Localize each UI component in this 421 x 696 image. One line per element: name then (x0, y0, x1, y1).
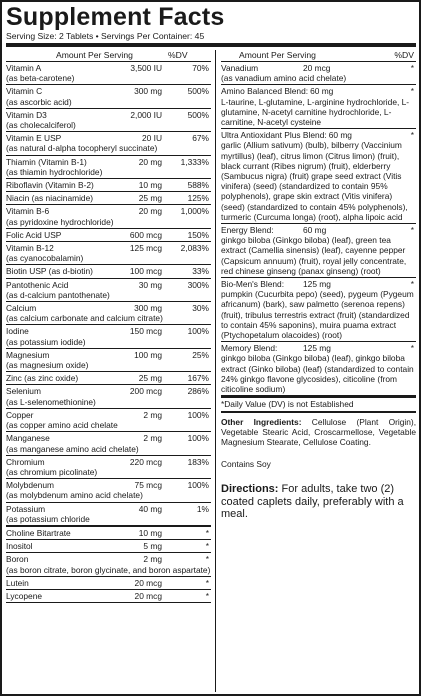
directions-text: For adults, take two (2) coated caplets daily, preferably with a meal. (221, 483, 404, 521)
nutrient-name: Zinc (as zinc oxide) (6, 373, 79, 384)
blend-row (221, 342, 416, 396)
nutrient-row (6, 432, 211, 455)
nutrient-source: (as cholecalciferol) (6, 120, 76, 131)
blend-amount: 60 mg (310, 86, 334, 97)
nutrient-source: (as beta-carotene) (6, 73, 75, 84)
nutrient-row (6, 349, 211, 372)
nutrient-amount: 25 mg (138, 193, 162, 204)
blend-name: Ultra Antioxidant Plus Blend: (221, 130, 327, 141)
blend-dv: * (410, 225, 414, 236)
nutrient-amount: 125 mcg (129, 243, 162, 254)
nutrient-amount: 100 mg (134, 349, 162, 360)
nutrient-amount: 200 mcg (129, 386, 162, 397)
blend-name: Bio-Men's Blend: (221, 279, 285, 290)
nutrient-source: (as molybdenum amino acid chelate) (6, 490, 143, 501)
nutrient-name: Biotin USP (as d-biotin) (6, 266, 93, 277)
nutrient-dv: 100% (187, 480, 209, 491)
nutrient-source: (as manganese amino acid chelate) (6, 443, 139, 454)
nutrient-row (6, 279, 211, 302)
nutrient-name: Lycopene (6, 590, 43, 601)
nutrient-amount: 3,500 IU (130, 63, 162, 73)
nutrient-row (6, 577, 211, 590)
nutrient-name: Vanadium (221, 63, 259, 73)
right-column-header (221, 50, 416, 62)
nutrient-name: Copper (6, 409, 34, 420)
nutrient-source: (as cyanocobalamin) (6, 253, 84, 264)
nutrient-list (6, 62, 211, 603)
panel-title: Supplement Facts (6, 3, 225, 31)
nutrient-source: (as calcium carbonate and calcium citrate) (6, 313, 163, 324)
nutrient-dv: 2,083% (180, 243, 209, 254)
nutrient-row (6, 590, 211, 603)
nutrient-dv: 1% (196, 503, 209, 514)
nutrient-dv: 70% (192, 63, 209, 73)
nutrient-amount: 220 mcg (129, 456, 162, 467)
dv-header: %DV (168, 50, 188, 60)
nutrient-dv: 167% (187, 373, 209, 384)
nutrient-amount: 5 mg (143, 541, 162, 552)
nutrient-dv: 183% (187, 456, 209, 467)
nutrient-amount: 25 mg (138, 373, 162, 384)
nutrient-row (6, 479, 211, 502)
nutrient-row (6, 385, 211, 408)
nutrient-source: (as thiamin hydrochloride) (6, 166, 103, 177)
nutrient-name: Molybdenum (6, 480, 54, 491)
blend-amount: 125 mg (303, 279, 331, 290)
nutrient-name: Thiamin (Vitamin B-1) (6, 156, 87, 167)
nutrient-name: Vitamin B-6 (6, 206, 50, 217)
blend-ingredients: L-taurine, L-glutamine, L-arginine hydrochloride, L-glutamine, N-acetyl carnitine hydrochloride, L-carnitine, N-acetyl cysteine (221, 96, 410, 128)
nutrient-amount: 20 mcg (134, 577, 162, 588)
nutrient-name: Iodine (6, 326, 29, 337)
nutrient-name: Riboflavin (Vitamin B-2) (6, 180, 94, 191)
blend-row (221, 278, 416, 342)
nutrient-row (6, 132, 211, 155)
nutrient-dv: 67% (192, 133, 209, 144)
nutrient-source: (as L-selenomethionine) (6, 396, 96, 407)
nutrient-dv: 30% (192, 303, 209, 314)
nutrient-dv: 150% (187, 229, 209, 240)
left-column (6, 50, 215, 692)
blend-name: Memory Blend: (221, 343, 278, 354)
nutrient-row (6, 503, 211, 527)
nutrient-name: Inositol (6, 541, 33, 552)
nutrient-source: (as natural d-alpha tocopheryl succinate) (6, 143, 158, 154)
nutrient-dv: 1,333% (180, 156, 209, 167)
nutrient-row (6, 205, 211, 228)
nutrient-source: (as pyridoxine hydrochloride) (6, 216, 114, 227)
nutrient-name: Vitamin E USP (6, 133, 62, 144)
nutrient-amount: 20 mg (138, 206, 162, 217)
blend-name: Amino Balanced Blend: (221, 86, 309, 97)
nutrient-row (6, 540, 211, 553)
nutrient-amount: 2,000 IU (130, 109, 162, 120)
blend-dv: * (410, 130, 414, 141)
nutrient-dv: 500% (187, 109, 209, 120)
nutrient-dv: * (205, 577, 209, 588)
nutrient-row (6, 302, 211, 325)
nutrient-row (6, 109, 211, 132)
thick-divider (6, 43, 416, 47)
nutrient-name: Vitamin C (6, 86, 43, 97)
left-column-header (6, 50, 211, 62)
nutrient-dv: 286% (187, 386, 209, 397)
nutrient-row (6, 409, 211, 432)
blend-dv: * (410, 279, 414, 290)
nutrient-source: (as boron citrate, boron glycinate, and boron aspartate) (6, 564, 211, 575)
nutrient-dv: 1,000% (180, 206, 209, 217)
right-column (215, 50, 416, 692)
nutrient-row (6, 179, 211, 192)
amount-header: Amount Per Serving (56, 50, 133, 60)
nutrient-row (6, 553, 211, 576)
nutrient-name: Boron (6, 554, 29, 565)
blend-ingredients: ginkgo biloba (Ginkgo biloba) (leaf), green tea extract (Camellia sinensis) (leaf), cayenne pepper (Capsicum annuum) (fruit), royal jelly concentrate, red chinese ginseng (panax ginseng) (root) (221, 235, 407, 276)
nutrient-row (6, 456, 211, 479)
nutrient-dv: * (205, 554, 209, 565)
nutrient-name: Folic Acid USP (6, 229, 62, 240)
nutrient-name: Manganese (6, 433, 50, 444)
nutrient-row (6, 372, 211, 385)
nutrient-row (6, 156, 211, 179)
blend-amount: 125 mg (303, 343, 331, 354)
nutrient-row-vanadium (221, 62, 416, 85)
nutrient-source: (as potassium chloride (6, 513, 90, 524)
other-ingredients-text: Cellulose (Plant Origin), Vegetable Stearic Acid, Croscarmellose, Vegetable Magnesium Stearate, Cellulose Coating. (221, 416, 417, 447)
nutrient-dv: 500% (187, 86, 209, 97)
blend-ingredients: garlic (Allium sativum) (bulb), bilberry (Vaccinium myrtillus) (leaf), citrus limon (Citrus limon) (fruit), black currant (Ribes nigrum) (fruit), elderberry (Sambucus nigra) (fruit) grape seed extract (Vitis vinifera) (seed) (standardized to contain 95% polyphenols), grape skin extract (Vitis vinifera) (seed) (standardized to contain 45% polyphenols), turmeric (Curcuma longa) (root), alpha lipoic acid (221, 140, 408, 222)
nutrient-row (6, 527, 211, 540)
nutrient-row (6, 85, 211, 108)
nutrient-name: Vitamin A (6, 63, 42, 73)
nutrient-dv: 125% (187, 193, 209, 204)
nutrient-source: (as potassium iodide) (6, 336, 86, 347)
dv-footnote: *Daily Value (DV) is not Established (221, 396, 416, 412)
directions (221, 483, 416, 521)
blend-ingredients: ginkgo biloba (Ginkgo biloba) (leaf), ginkgo biloba extract (Ginko biloba) (leaf) (standardized to contain 24% ginkgo flavone glycosides), citicoline (from citicoline sodium) (221, 353, 414, 395)
nutrient-dv: 300% (187, 279, 209, 290)
blend-dv: * (410, 86, 414, 97)
blend-amount: 60 mg (303, 225, 327, 236)
nutrient-amount: 2 mg (143, 409, 162, 420)
nutrient-amount: 150 mcg (129, 326, 162, 337)
dv-header: %DV (394, 50, 414, 60)
nutrient-source: (as copper amino acid chelate (6, 420, 118, 431)
nutrient-amount: 10 mg (138, 180, 162, 191)
nutrient-source: (as d-calcium pantothenate) (6, 289, 110, 300)
nutrient-name: Niacin (as niacinamide) (6, 193, 94, 204)
nutrient-source: (as chromium picolinate) (6, 466, 98, 477)
nutrient-dv: 100% (187, 409, 209, 420)
nutrient-dv: 100% (187, 433, 209, 444)
nutrient-amount: 10 mg (138, 527, 162, 538)
nutrient-name: Potassium (6, 503, 46, 514)
amount-header: Amount Per Serving (239, 50, 316, 60)
nutrient-row (6, 325, 211, 348)
nutrient-amount: 20 IU (141, 133, 162, 144)
nutrient-name: Choline Bitartrate (6, 527, 71, 538)
directions-label: Directions: (221, 483, 279, 496)
nutrient-amount: 75 mcg (134, 480, 162, 491)
nutrient-name: Selenium (6, 386, 41, 397)
nutrient-name: Vitamin B-12 (6, 243, 54, 254)
nutrient-amount: 300 mg (134, 303, 162, 314)
nutrient-name: Chromium (6, 456, 45, 467)
nutrient-amount: 30 mg (138, 279, 162, 290)
nutrient-name: Calcium (6, 303, 37, 314)
other-ingredients (221, 417, 416, 448)
nutrient-row (6, 62, 211, 85)
nutrient-dv: 100% (187, 326, 209, 337)
nutrient-amount: 20 mcg (303, 63, 331, 73)
columns (6, 50, 416, 692)
blend-name: Energy Blend: (221, 225, 274, 236)
nutrient-amount: 20 mg (138, 156, 162, 167)
nutrient-row (6, 229, 211, 242)
nutrient-amount: 20 mcg (134, 590, 162, 601)
nutrient-dv: * (410, 63, 414, 73)
nutrient-dv: * (205, 541, 209, 552)
nutrient-dv: 25% (192, 349, 209, 360)
nutrient-source: (as ascorbic acid) (6, 96, 72, 107)
nutrient-amount: 100 mcg (129, 266, 162, 277)
nutrient-source: (as vanadium amino acid chelate) (221, 73, 347, 84)
nutrient-source: (as magnesium oxide) (6, 360, 89, 371)
nutrient-dv: 33% (192, 266, 209, 277)
nutrient-dv: * (205, 590, 209, 601)
nutrient-row (6, 265, 211, 278)
nutrient-dv: * (205, 527, 209, 538)
other-ingredients-label: Other Ingredients: (221, 416, 302, 427)
nutrient-dv: 588% (187, 180, 209, 191)
nutrient-name: Vitamin D3 (6, 109, 47, 120)
nutrient-amount: 600 mcg (129, 229, 162, 240)
serving-info: Serving Size: 2 Tablets • Servings Per Container: 45 (6, 31, 205, 41)
blend-list (221, 85, 416, 396)
blend-row (221, 224, 416, 278)
allergen-statement: Contains Soy (221, 459, 271, 470)
nutrient-amount: 300 mg (134, 86, 162, 97)
blend-ingredients: pumpkin (Cucurbita pepo) (seed), pygeum (Pygeum africanum) (bark), saw palmetto (serenoa repens) (fruit), tribulus terrestris extract (fruit) (standardized to contain 45% saponins), muira puama extract (Ptychopetalum olacoides) (root) (221, 289, 414, 341)
blend-row (221, 85, 416, 129)
nutrient-name: Pantothenic Acid (6, 279, 69, 290)
nutrient-amount: 40 mg (138, 503, 162, 514)
blend-dv: * (410, 343, 414, 354)
blend-amount: 60 mg (328, 130, 352, 141)
nutrient-row (6, 242, 211, 265)
nutrient-name: Lutein (6, 577, 29, 588)
blend-row (221, 129, 416, 224)
nutrient-amount: 2 mg (143, 554, 162, 565)
nutrient-amount: 2 mg (143, 433, 162, 444)
nutrient-name: Magnesium (6, 349, 50, 360)
nutrient-row (6, 192, 211, 205)
